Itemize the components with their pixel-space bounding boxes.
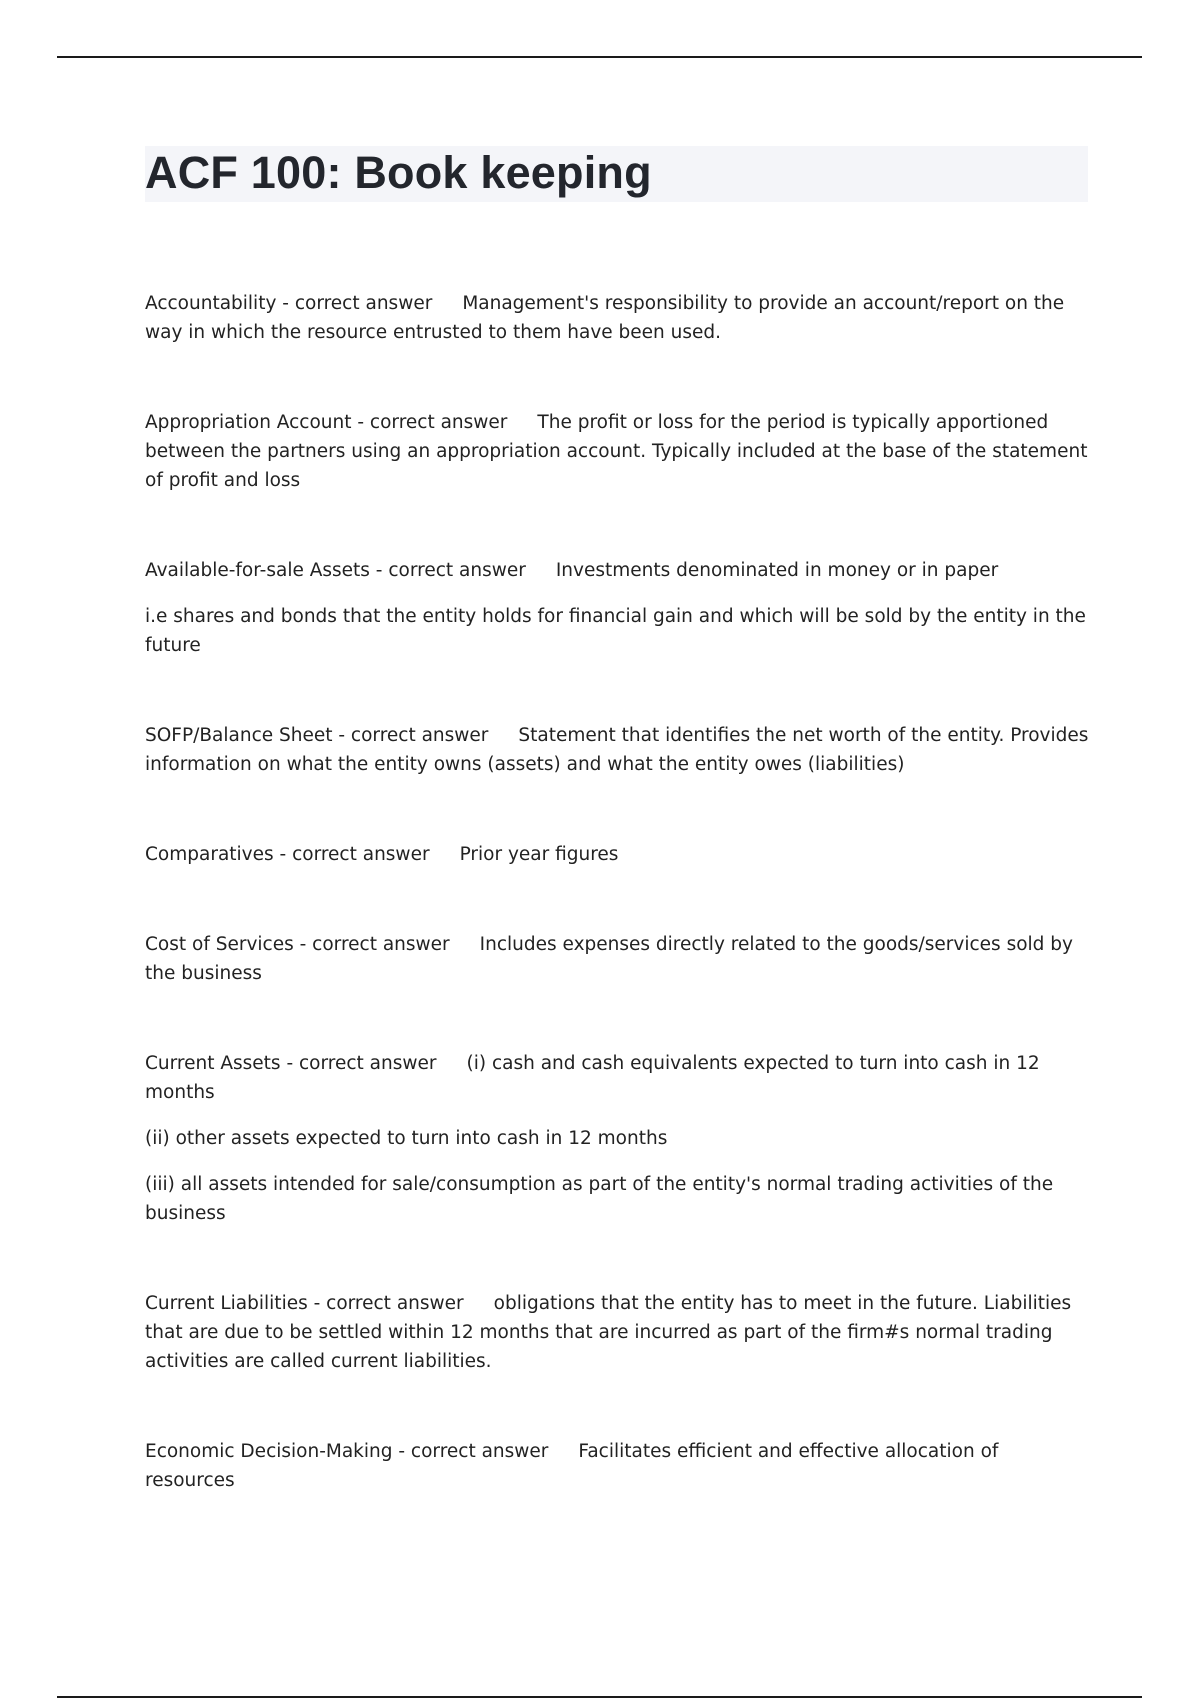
entry-term: Comparatives - correct answer — [145, 844, 430, 865]
entry-first-line — [145, 289, 1090, 347]
entry-definition: obligations that the entity has to meet in the future. Liabilities that are due to be settled within 12 months that are incurred as part of the firm#s normal trading activities are called current liabilities. — [145, 1293, 1072, 1372]
entry-first-line — [145, 408, 1090, 495]
flashcard-entry — [145, 408, 1090, 495]
entry-definition-paragraph: i.e shares and bonds that the entity holds for financial gain and which will be sold by the entity in the future — [145, 606, 1086, 656]
entry-term: Appropriation Account - correct answer — [145, 412, 508, 433]
entry-definition: Prior year figures — [459, 844, 619, 865]
flashcard-entry — [145, 1437, 1090, 1495]
entry-definition: Investments denominated in money or in paper — [555, 560, 999, 581]
entry-definition: Includes expenses directly related to the goods/services sold by the business — [145, 934, 1073, 984]
flashcard-list — [145, 289, 1090, 1495]
flashcard-entry — [145, 930, 1090, 988]
entry-term: Current Assets - correct answer — [145, 1053, 437, 1074]
entry-term: Current Liabilities - correct answer — [145, 1293, 464, 1314]
flashcard-entry — [145, 556, 1090, 660]
entry-definition: Facilitates efficient and effective allocation of resources — [145, 1441, 999, 1491]
entry-first-line — [145, 556, 1090, 585]
flashcard-entry — [145, 1049, 1090, 1228]
entry-definition-paragraph: (iii) all assets intended for sale/consumption as part of the entity's normal trading activities of the business — [145, 1174, 1054, 1224]
entry-definition: Statement that identifies the net worth of the entity. Provides information on what the entity owns (assets) and what the entity owes (liabilities) — [145, 725, 1089, 775]
entry-first-line — [145, 1049, 1090, 1107]
entry-first-line — [145, 1437, 1090, 1495]
entry-first-line — [145, 1289, 1090, 1376]
flashcard-entry — [145, 721, 1090, 779]
entry-term: SOFP/Balance Sheet - correct answer — [145, 725, 489, 746]
flashcard-entry — [145, 840, 1090, 869]
entry-first-line — [145, 840, 1090, 869]
entry-first-line — [145, 721, 1090, 779]
entry-term: Accountability - correct answer — [145, 293, 433, 314]
entry-definition-paragraph: (ii) other assets expected to turn into cash in 12 months — [145, 1128, 668, 1149]
entry-definition: The profit or loss for the period is typically apportioned between the partners using an appropriation account. Typically included at the base of the statement of profit and loss — [145, 412, 1088, 491]
entry-definition: (i) cash and cash equivalents expected to turn into cash in 12 months — [145, 1053, 1040, 1103]
entry-term: Cost of Services - correct answer — [145, 934, 450, 955]
entry-first-line — [145, 930, 1090, 988]
document-title: ACF 100: Book keeping — [145, 147, 652, 198]
top-rule — [57, 56, 1142, 58]
flashcard-entry — [145, 1289, 1090, 1376]
entry-term: Economic Decision-Making - correct answer — [145, 1441, 549, 1462]
bottom-rule — [57, 1696, 1142, 1698]
entry-term: Available-for-sale Assets - correct answer — [145, 560, 526, 581]
entry-definition: Management's responsibility to provide an account/report on the way in which the resource entrusted to them have been used. — [145, 293, 1065, 343]
flashcard-entry — [145, 289, 1090, 347]
